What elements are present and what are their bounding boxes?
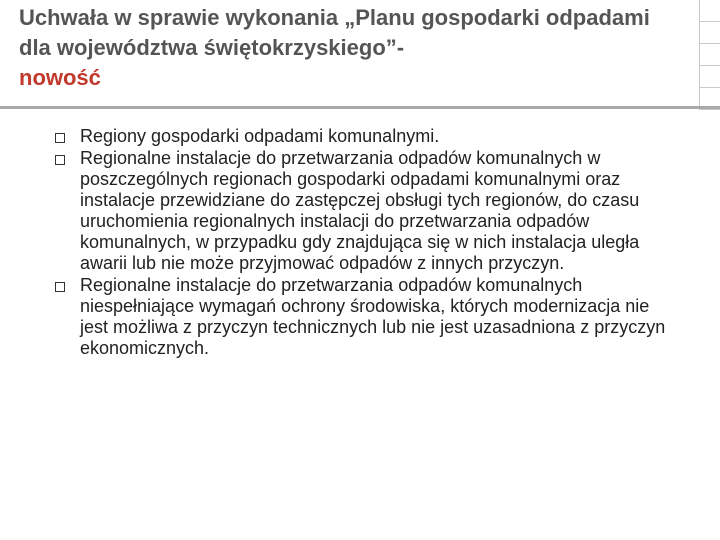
slide-title-accent: nowość (19, 65, 101, 90)
bullet-text: Regionalne instalacje do przetwarzania odpadów komunalnych niespełniające wymagań ochrony środowiska, których modernizacja nie jest możliwa z przyczyn technicznych lub nie jest uzasadniona z przyczyn ekonomicznych. (80, 275, 666, 358)
bullet-item (55, 275, 675, 359)
square-bullet-icon (55, 133, 65, 143)
slide-title (19, 3, 679, 93)
bullet-item (55, 126, 675, 147)
decorative-bar (699, 66, 720, 88)
bullet-item (55, 148, 675, 274)
square-bullet-icon (55, 282, 65, 292)
title-divider (0, 106, 720, 109)
decorative-bar (699, 0, 720, 22)
decorative-bar (699, 22, 720, 44)
bullet-text: Regiony gospodarki odpadami komunalnymi. (80, 126, 440, 146)
slide-title-main: Uchwała w sprawie wykonania „Planu gospodarki odpadami dla województwa świętokrzyskiego”- (19, 5, 650, 60)
bullet-text: Regionalne instalacje do przetwarzania odpadów komunalnych w poszczególnych regionach gospodarki odpadami komunalnymi oraz instalacje przewidziane do zastępczej obsługi tych regionów, do czasu uruchomienia regionalnych instalacji do przetwarzania odpadów komunalnych, w przypadku gdy znajdująca się w nich instalacja uległa awarii lub nie może przyjmować odpadów z innych przyczyn. (80, 148, 640, 273)
decorative-bar (699, 44, 720, 66)
square-bullet-icon (55, 155, 65, 165)
bullet-list (55, 126, 675, 360)
